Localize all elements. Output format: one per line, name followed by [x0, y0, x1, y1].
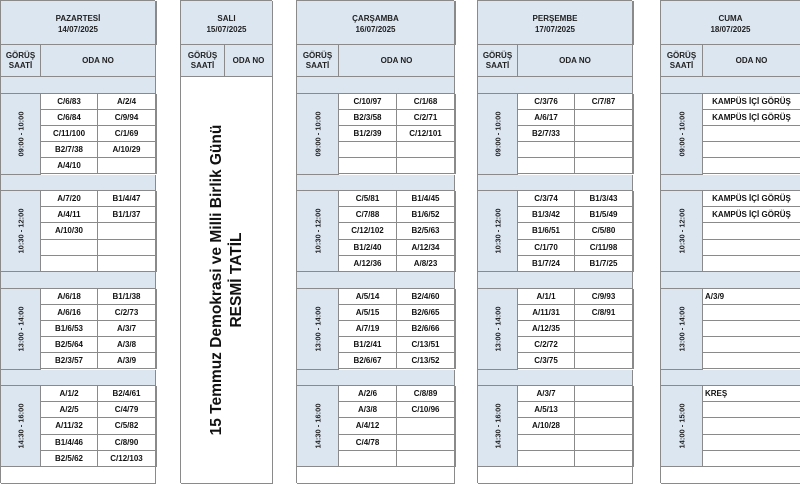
room-cell: [575, 353, 633, 369]
time-slot-text: 10:30 - 12:00: [493, 208, 502, 254]
spare-cell: [633, 126, 634, 142]
room-cell: B2/7/33: [518, 126, 575, 142]
room-cell: [575, 402, 633, 418]
day-header: [478, 1, 633, 45]
time-slot-label: [478, 289, 518, 370]
room-cell: A/11/31: [518, 305, 575, 321]
time-slot-text: 13:00 - 14:00: [16, 305, 25, 352]
room-cell: C/11/98: [575, 240, 633, 256]
room-cell: [41, 240, 98, 256]
spare-cell: [156, 418, 157, 434]
room-cell: C/7/87: [575, 94, 633, 110]
day-date: 18/07/2025: [710, 25, 751, 34]
day-block: [660, 0, 800, 483]
time-slot-text: 14:30 - 16:00: [493, 403, 502, 449]
holiday-text: [207, 125, 247, 436]
slot-separator: [297, 370, 455, 387]
room-cell: A/3/8: [98, 337, 156, 353]
room-cell: [339, 451, 397, 467]
oda-no-header: [41, 45, 156, 77]
room-cell: C/13/51: [397, 337, 455, 353]
spare-cell: [156, 240, 157, 256]
room-cell: A/3/7: [518, 386, 575, 402]
room-cell: C/1/70: [518, 240, 575, 256]
time-slot-label: [478, 191, 518, 272]
day-block: [296, 0, 454, 483]
time-slot-label: [1, 191, 41, 272]
spare-cell: [455, 337, 456, 353]
spare-cell: [455, 126, 456, 142]
room-cell: C/3/74: [518, 191, 575, 207]
room-cell: C/10/96: [397, 402, 455, 418]
room-cell: B2/6/67: [339, 353, 397, 369]
time-slot-text: 14:30 - 16:00: [16, 403, 25, 449]
room-cell: A/10/28: [518, 418, 575, 434]
room-cell: [518, 142, 575, 158]
room-cell: C/4/79: [98, 402, 156, 418]
room-cell: [703, 337, 800, 353]
spare-cell: [156, 142, 157, 158]
gorus-saati-label: GÖRÜŞ SAATİ: [5, 50, 36, 70]
room-cell: C/12/101: [397, 126, 455, 142]
room-cell: C/1/68: [397, 94, 455, 110]
time-slot-text: 14:00 - 15:00: [677, 403, 686, 449]
room-cell: C/5/80: [575, 223, 633, 239]
room-cell: B2/7/38: [41, 142, 98, 158]
slot-separator: [297, 272, 455, 289]
room-cell: A/5/14: [339, 289, 397, 305]
room-cell: A/12/35: [518, 321, 575, 337]
spare-cell: [455, 353, 456, 369]
day-date: 15/07/2025: [206, 25, 247, 34]
time-slot-text: 14:30 - 16:00: [313, 403, 322, 449]
bottom-strip: [297, 467, 455, 484]
spare-cell: [455, 386, 456, 402]
time-slot-text: 09:00 - 10:00: [313, 110, 322, 157]
room-cell: C/12/103: [98, 451, 156, 467]
slot-separator: [1, 77, 156, 94]
spare-cell: [156, 126, 157, 142]
gorus-saati-label: GÖRÜŞ SAATİ: [302, 50, 333, 70]
room-cell: B1/7/24: [518, 256, 575, 272]
spare-cell: [633, 386, 634, 402]
room-cell: [98, 223, 156, 239]
room-cell: A/11/32: [41, 418, 98, 434]
spare-cell: [633, 207, 634, 223]
room-cell: KAMPÜS İÇİ GÖRÜŞ: [703, 207, 800, 223]
time-slot-text: 09:00 - 10:00: [677, 110, 686, 157]
spare-cell: [156, 110, 157, 126]
room-cell: A/3/8: [339, 402, 397, 418]
room-cell: A/10/29: [98, 142, 156, 158]
slot-separator: [478, 272, 633, 289]
room-cell: A/12/34: [397, 240, 455, 256]
room-cell: [98, 240, 156, 256]
room-cell: KAMPÜS İÇİ GÖRÜŞ: [703, 110, 800, 126]
room-cell: B1/3/43: [575, 191, 633, 207]
time-slot-label: [1, 94, 41, 175]
room-cell: A/7/19: [339, 321, 397, 337]
room-cell: [397, 418, 455, 434]
spare-cell: [633, 321, 634, 337]
spare-cell: [633, 402, 634, 418]
slot-separator: [661, 175, 800, 192]
slot-separator: [297, 175, 455, 192]
oda-no-label: ODA NO: [232, 55, 265, 65]
time-slot-label: [1, 289, 41, 370]
time-slot-label: [297, 191, 339, 272]
spare-cell: [455, 305, 456, 321]
room-cell: A/6/17: [518, 110, 575, 126]
room-cell: [339, 158, 397, 174]
room-cell: C/2/71: [397, 110, 455, 126]
room-cell: B2/4/61: [98, 386, 156, 402]
room-cell: C/4/78: [339, 435, 397, 451]
room-cell: A/5/13: [518, 402, 575, 418]
room-cell: A/3/7: [98, 321, 156, 337]
room-cell: [575, 451, 633, 467]
room-cell: A/5/15: [339, 305, 397, 321]
oda-no-label: ODA NO: [380, 55, 413, 65]
room-cell: [703, 240, 800, 256]
room-cell: B1/1/37: [98, 207, 156, 223]
time-slot-label: [478, 94, 518, 175]
day-header: [661, 1, 800, 45]
room-cell: [703, 158, 800, 174]
slot-separator: [661, 77, 800, 94]
room-cell: [397, 158, 455, 174]
day-name: PERŞEMBE: [532, 14, 578, 23]
room-cell: C/8/89: [397, 386, 455, 402]
spare-cell: [633, 142, 634, 158]
time-slot-text: 10:30 - 12:00: [313, 208, 322, 254]
oda-no-header: [703, 45, 800, 77]
room-cell: C/10/97: [339, 94, 397, 110]
spare-cell: [633, 289, 634, 305]
room-cell: [397, 435, 455, 451]
spare-cell: [156, 191, 157, 207]
room-cell: [575, 321, 633, 337]
time-slot-label: [297, 386, 339, 467]
room-cell: A/8/23: [397, 256, 455, 272]
time-slot-label: [297, 94, 339, 175]
room-cell: B1/2/41: [339, 337, 397, 353]
room-cell: [703, 418, 800, 434]
day-name: CUMA: [718, 14, 743, 23]
room-cell: B1/1/38: [98, 289, 156, 305]
room-cell: [518, 435, 575, 451]
room-cell: C/2/73: [98, 305, 156, 321]
spare-cell: [633, 305, 634, 321]
gorus-saati-header: [661, 45, 703, 77]
spare-cell: [156, 353, 157, 369]
gorus-saati-header: [297, 45, 339, 77]
room-cell: B1/2/39: [339, 126, 397, 142]
spare-cell: [455, 110, 456, 126]
spare-cell: [633, 418, 634, 434]
spare-cell: [455, 240, 456, 256]
room-cell: [98, 256, 156, 272]
room-cell: B1/6/53: [41, 321, 98, 337]
spare-cell: [156, 94, 157, 110]
spare-cell: [455, 94, 456, 110]
room-cell: C/3/75: [518, 353, 575, 369]
room-cell: [575, 142, 633, 158]
slot-separator: [1, 175, 156, 192]
time-slot-label: [661, 94, 703, 175]
room-cell: B1/4/47: [98, 191, 156, 207]
bottom-strip: [1, 467, 156, 484]
room-cell: A/1/1: [518, 289, 575, 305]
spare-cell: [633, 256, 634, 272]
spare-header: [156, 1, 157, 45]
oda-no-header: [225, 45, 273, 77]
room-cell: [703, 256, 800, 272]
time-slot-text: 10:30 - 12:00: [677, 208, 686, 254]
room-cell: B2/5/63: [397, 223, 455, 239]
day-name: ÇARŞAMBA: [352, 14, 399, 23]
room-cell: A/6/16: [41, 305, 98, 321]
spare-cell: [156, 289, 157, 305]
room-cell: C/8/91: [575, 305, 633, 321]
spare-cell: [633, 223, 634, 239]
gorus-saati-header: [181, 45, 225, 77]
room-cell: [41, 256, 98, 272]
spare-cell: [633, 110, 634, 126]
oda-no-label: ODA NO: [735, 55, 768, 65]
gorus-saati-label: GÖRÜŞ SAATİ: [482, 50, 513, 70]
room-cell: C/5/81: [339, 191, 397, 207]
oda-no-header: [339, 45, 455, 77]
time-slot-label: [1, 386, 41, 467]
room-cell: B2/3/58: [339, 110, 397, 126]
room-cell: B1/4/45: [397, 191, 455, 207]
spare-cell: [633, 240, 634, 256]
spare-cell: [156, 223, 157, 239]
room-cell: KREŞ: [703, 386, 800, 402]
room-cell: A/2/4: [98, 94, 156, 110]
room-cell: [575, 418, 633, 434]
room-cell: B1/7/25: [575, 256, 633, 272]
spare-cell: [633, 435, 634, 451]
spare-cell: [455, 256, 456, 272]
room-cell: [339, 142, 397, 158]
holiday-subtitle: RESMİ TATİL: [227, 232, 245, 328]
room-cell: [575, 110, 633, 126]
slot-separator: [661, 272, 800, 289]
room-cell: [703, 126, 800, 142]
time-slot-label: [661, 191, 703, 272]
spare-cell: [156, 305, 157, 321]
room-cell: [703, 353, 800, 369]
slot-separator: [1, 370, 156, 387]
day-name: SALI: [217, 14, 236, 23]
room-cell: A/12/36: [339, 256, 397, 272]
room-cell: B2/5/62: [41, 451, 98, 467]
spare-cell: [156, 451, 157, 467]
oda-no-label: ODA NO: [559, 55, 591, 65]
room-cell: B1/6/51: [518, 223, 575, 239]
spare-cell: [633, 191, 634, 207]
day-header: [297, 1, 455, 45]
room-cell: B1/3/42: [518, 207, 575, 223]
holiday-notice: [181, 77, 273, 484]
day-block: [0, 0, 155, 483]
day-date: 17/07/2025: [534, 25, 576, 34]
spare-cell: [455, 321, 456, 337]
room-cell: [575, 337, 633, 353]
room-cell: [703, 451, 800, 467]
spare-cell: [156, 402, 157, 418]
time-slot-text: 09:00 - 10:00: [493, 110, 502, 157]
room-cell: A/6/18: [41, 289, 98, 305]
gorus-saati-label: GÖRÜŞ SAATİ: [666, 50, 697, 70]
day-date: 16/07/2025: [355, 25, 396, 34]
room-cell: C/1/69: [98, 126, 156, 142]
oda-no-label: ODA NO: [82, 55, 114, 65]
room-cell: C/5/82: [98, 418, 156, 434]
day-name: PAZARTESİ: [55, 14, 101, 23]
spare-cell: [156, 321, 157, 337]
spare-cell: [455, 435, 456, 451]
room-cell: A/2/6: [339, 386, 397, 402]
room-cell: [518, 451, 575, 467]
spare-header: [455, 1, 456, 45]
room-cell: [575, 158, 633, 174]
spare-cell: [633, 451, 634, 467]
room-cell: KAMPÜS İÇİ GÖRÜŞ: [703, 191, 800, 207]
oda-no-header: [518, 45, 633, 77]
spare-cell: [633, 353, 634, 369]
room-cell: C/3/76: [518, 94, 575, 110]
gorus-saati-header: [1, 45, 41, 77]
room-cell: A/10/30: [41, 223, 98, 239]
room-cell: A/2/5: [41, 402, 98, 418]
spare-cell: [455, 418, 456, 434]
spare-cell: [156, 207, 157, 223]
time-slot-label: [478, 386, 518, 467]
room-cell: A/4/12: [339, 418, 397, 434]
room-cell: C/13/52: [397, 353, 455, 369]
gorus-saati-header: [478, 45, 518, 77]
time-slot-label: [297, 289, 339, 370]
room-cell: [575, 126, 633, 142]
spare-cell: [455, 289, 456, 305]
slot-separator: [478, 370, 633, 387]
spare-header: [633, 1, 634, 45]
room-cell: [703, 223, 800, 239]
room-cell: KAMPÜS İÇİ GÖRÜŞ: [703, 94, 800, 110]
room-cell: B1/5/49: [575, 207, 633, 223]
time-slot-text: 13:00 - 14:00: [313, 305, 322, 352]
room-cell: B2/3/57: [41, 353, 98, 369]
day-block: [477, 0, 632, 483]
spare-cell: [156, 256, 157, 272]
spare-cell: [633, 94, 634, 110]
room-cell: A/3/9: [98, 353, 156, 369]
room-cell: [575, 386, 633, 402]
room-cell: [397, 142, 455, 158]
room-cell: [98, 158, 156, 174]
room-cell: B2/6/65: [397, 305, 455, 321]
room-cell: [703, 305, 800, 321]
room-cell: C/11/100: [41, 126, 98, 142]
spare-cell: [455, 158, 456, 174]
spare-cell: [455, 207, 456, 223]
spare-cell: [156, 337, 157, 353]
room-cell: [397, 451, 455, 467]
slot-separator: [1, 272, 156, 289]
room-cell: B2/4/60: [397, 289, 455, 305]
room-cell: C/9/94: [98, 110, 156, 126]
room-cell: C/9/93: [575, 289, 633, 305]
room-cell: C/8/90: [98, 435, 156, 451]
room-cell: C/6/83: [41, 94, 98, 110]
time-slot-text: 13:00 - 14:00: [677, 305, 686, 352]
room-cell: B2/6/66: [397, 321, 455, 337]
room-cell: A/7/20: [41, 191, 98, 207]
time-slot-label: [661, 386, 703, 467]
room-cell: B1/6/52: [397, 207, 455, 223]
spare-cell: [455, 142, 456, 158]
day-date: 14/07/2025: [57, 25, 99, 34]
holiday-title: 15 Temmuz Demokrasi ve Milli Birlik Günü: [207, 124, 225, 436]
room-cell: C/7/88: [339, 207, 397, 223]
spare-cell: [633, 337, 634, 353]
day-header: [181, 1, 273, 45]
room-cell: B2/5/64: [41, 337, 98, 353]
day-block: [180, 0, 272, 483]
spare-cell: [455, 191, 456, 207]
room-cell: A/4/11: [41, 207, 98, 223]
room-cell: C/12/102: [339, 223, 397, 239]
gorus-saati-label: GÖRÜŞ SAATİ: [187, 50, 218, 70]
room-cell: [703, 435, 800, 451]
slot-separator: [478, 175, 633, 192]
spare-cell: [156, 158, 157, 174]
time-slot-text: 10:30 - 12:00: [16, 208, 25, 254]
slot-separator: [297, 77, 455, 94]
time-slot-text: 09:00 - 10:00: [16, 110, 25, 157]
room-cell: B1/2/40: [339, 240, 397, 256]
time-slot-label: [661, 289, 703, 370]
room-cell: B1/4/46: [41, 435, 98, 451]
room-cell: [703, 402, 800, 418]
spare-cell: [455, 451, 456, 467]
bottom-strip: [478, 467, 633, 484]
spare-cell: [156, 435, 157, 451]
room-cell: A/3/9: [703, 289, 800, 305]
room-cell: C/6/84: [41, 110, 98, 126]
room-cell: A/4/10: [41, 158, 98, 174]
spare-cell: [455, 402, 456, 418]
spare-cell: [455, 223, 456, 239]
slot-separator: [478, 77, 633, 94]
day-header: [1, 1, 156, 45]
slot-separator: [661, 370, 800, 387]
room-cell: C/2/72: [518, 337, 575, 353]
room-cell: [703, 321, 800, 337]
room-cell: [518, 158, 575, 174]
room-cell: A/1/2: [41, 386, 98, 402]
room-cell: [575, 435, 633, 451]
room-cell: [703, 142, 800, 158]
spare-cell: [633, 158, 634, 174]
time-slot-text: 13:00 - 14:00: [493, 305, 502, 352]
spare-cell: [156, 386, 157, 402]
bottom-strip: [661, 467, 800, 484]
